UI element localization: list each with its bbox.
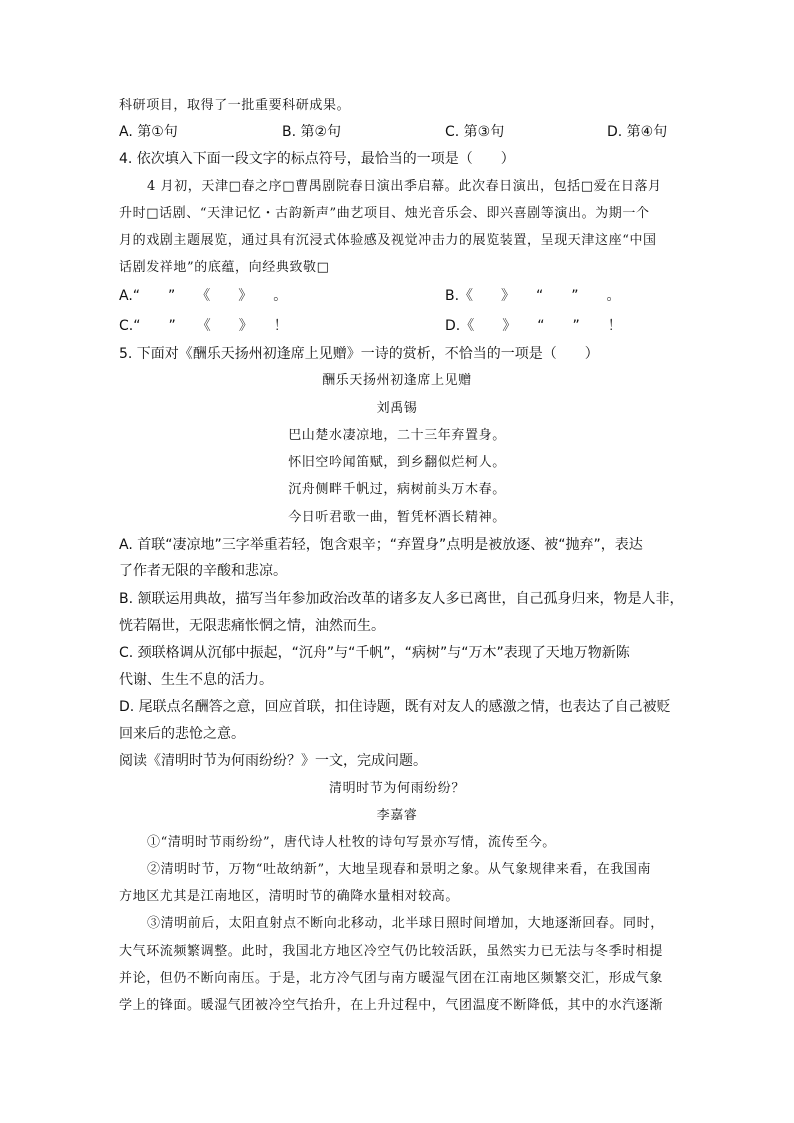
article-paragraph: 大气环流频繁调整。此时，我国北方地区冷空气仍比较活跃，虽然实力已无法与冬季时相提 xyxy=(119,944,664,959)
poem-author: 刘禹锡 xyxy=(376,401,418,416)
q5-stem: 5. 下面对《酬乐天扬州初逢席上见赠》一诗的赏析，不恰当的一项是（ ） xyxy=(119,346,599,362)
q5-option-b-cont: 恍若隔世，无限悲痛怅惘之情，油然而生。 xyxy=(119,618,385,634)
q5-option-c: C. 颈联格调从沉郁中振起，“沉舟”与“千帆”，“病树”与“万木”表现了天地万物新陈 xyxy=(119,645,630,661)
q4-passage-line: 升时□话剧、“天津记忆・古韵新声”曲艺项目、烛光音乐会、即兴喜剧等演出。为期一个 xyxy=(119,206,650,221)
q3-option-c: C. 第③句 xyxy=(445,124,505,140)
q4-option-c: C.“ ” 《 》 ！ xyxy=(119,318,288,334)
article-paragraph: ①“清明时节雨纷纷”，唐代诗人杜牧的诗句写景亦写情，流传至今。 xyxy=(147,835,556,850)
article-paragraph: 并论，但仍不断向南压。于是，北方冷气团与南方暖湿气团在江南地区频繁交汇，形成气象 xyxy=(119,971,664,986)
article-paragraph: 方地区尤其是江南地区，清明时节的确降水量相对较高。 xyxy=(119,889,460,904)
poem-line: 怀旧空吟闻笛赋，到乡翻似烂柯人。 xyxy=(288,455,506,470)
q3-option-a: A. 第①句 xyxy=(119,124,178,140)
q5-option-d-cont: 回来后的悲怆之意。 xyxy=(119,726,245,742)
article-paragraph: ③清明前后，太阳直射点不断向北移动，北半球日照时间增加，大地逐渐回春。同时， xyxy=(147,916,664,931)
article-paragraph: ②清明时节，万物“吐故纳新”，大地呈现春和景明之象。从气象规律来看，在我国南 xyxy=(147,862,652,877)
q5-option-d: D. 尾联点名酬答之意，回应首联，扣住诗题，既有对友人的感激之情，也表达了自己被贬 xyxy=(119,699,671,715)
article-author: 李嘉睿 xyxy=(376,808,418,823)
q5-option-b: B. 颔联运用典故，描写当年参加政治改革的诸多友人多已离世，自己孤身归来，物是人非， xyxy=(119,591,684,607)
reading-intro: 阅读《清明时节为何雨纷纷？》一文，完成问题。 xyxy=(119,753,427,769)
q4-option-b: B.《 》 “ ” 。 xyxy=(445,288,621,304)
article-title: 清明时节为何雨纷纷？ xyxy=(328,781,465,796)
q5-option-c-cont: 代谢、生生不息的活力。 xyxy=(119,672,273,688)
poem-line: 巴山楚水凄凉地，二十三年弃置身。 xyxy=(288,428,506,443)
q3-option-b: B. 第②句 xyxy=(282,124,342,140)
poem-line: 沉舟侧畔千帆过，病树前头万木春。 xyxy=(288,482,506,497)
q5-option-a-cont: 了作者无限的辛酸和悲凉。 xyxy=(119,563,287,579)
q4-stem: 4. 依次填入下面一段文字的标点符号，最恰当的一项是（ ） xyxy=(119,151,515,167)
q4-option-a: A.“ ” 《 》 。 xyxy=(119,288,288,304)
q4-passage-line: 话剧发祥地”的底蕴，向经典致敬□ xyxy=(119,260,330,275)
q3-option-d: D. 第④句 xyxy=(607,124,668,140)
q4-passage-line: 月的戏剧主题展览，通过具有沉浸式体验感及视觉冲击力的展览装置，呈现天津这座“中国 xyxy=(119,233,657,248)
q5-option-a: A. 首联“凄凉地”三字举重若轻，饱含艰辛；“弃置身”点明是被放逐、被“抛弃”，表达 xyxy=(119,537,643,553)
continued-text: 科研项目，取得了一批重要科研成果。 xyxy=(119,98,351,113)
q4-option-d: D.《 》 “ ” ！ xyxy=(445,318,622,334)
article-paragraph: 学上的锋面。暖湿气团被冷空气抬升，在上升过程中，气团温度不断降低，其中的水汽逐渐 xyxy=(119,998,664,1013)
poem-line: 今日听君歌一曲，暂凭杯酒长精神。 xyxy=(288,510,506,525)
q4-passage-line: 4 月初，天津□春之序□曹禺剧院春日演出季启幕。此次春日演出，包括□爱在日落月 xyxy=(147,179,662,194)
poem-title: 酬乐天扬州初逢席上见赠 xyxy=(322,373,472,388)
